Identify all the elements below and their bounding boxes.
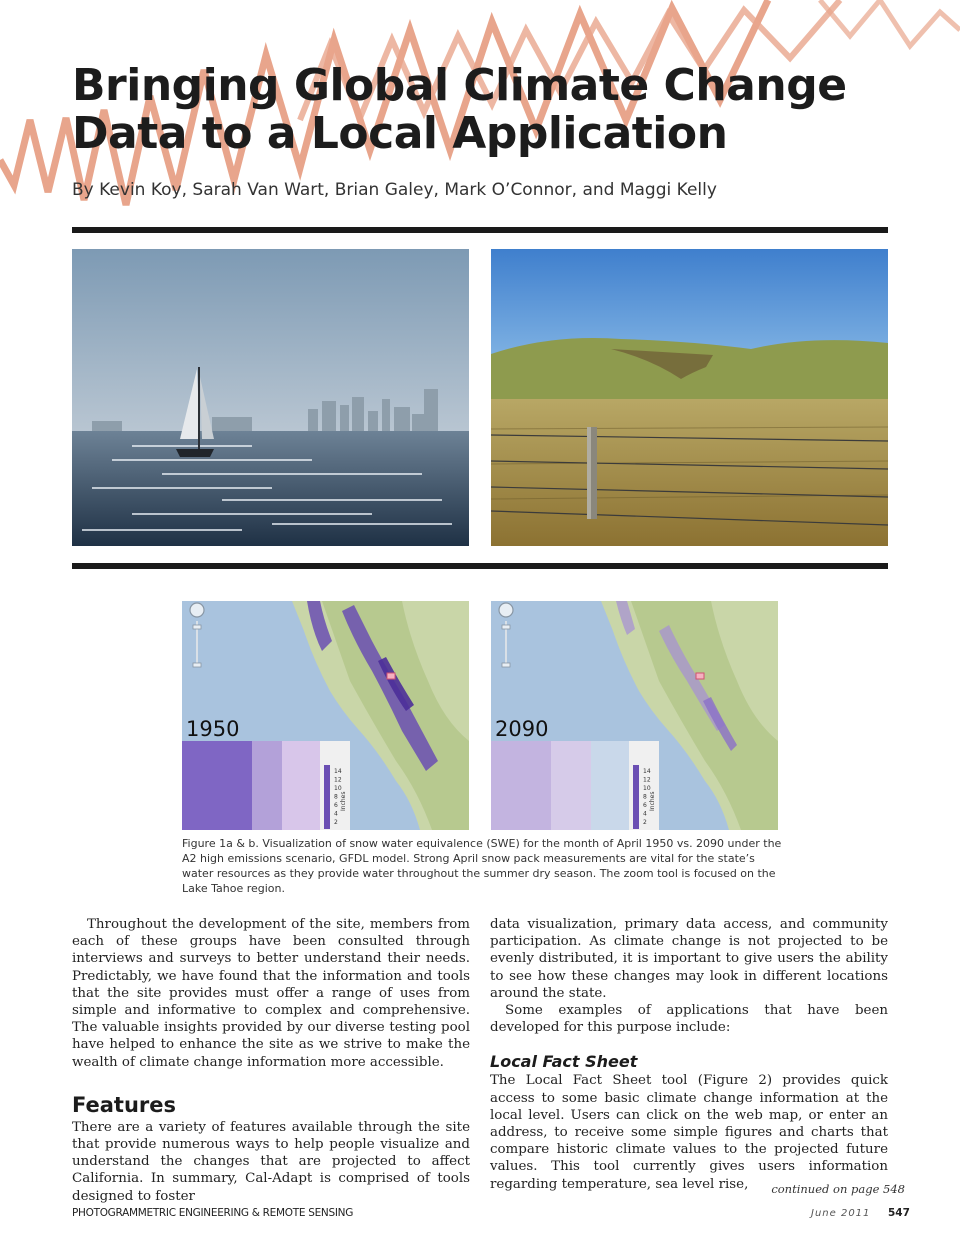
legend-tick-label: 8: [334, 793, 338, 801]
legend-tick-label: 14: [643, 768, 651, 775]
body-paragraph: There are a variety of features available through the site that provide numerous ways to help people visualize and understand the changes that are projected to affect California. In summary, Cal-Adapt is comprised of tools designed to foster: [72, 1119, 470, 1204]
swe-map-1950: [182, 601, 469, 830]
continued-note: continued on page 548: [771, 1182, 905, 1196]
body-paragraph: The Local Fact Sheet tool (Figure 2) provides quick access to some basic climate change information at the local level. Users can click on the web map, or enter an address, to receive some simple figures and charts that compare historic climate values to the projected future values. This tool currently gives users information regarding temperature, sea level rise,: [490, 1073, 888, 1192]
legend-title: Inches: [649, 791, 656, 811]
body-paragraph: Throughout the development of the site, members from each of these groups have been consulted through interviews and surveys to better understand their needs. Predictably, we have found that the information and tools that the site provides must offer a range of uses from simple and informative to complex and comprehensive. The valuable insights provided by our diverse testing pool have helped to enhance the site as we strive to make the wealth of climate change information more accessible.: [72, 917, 470, 1070]
right-column: [490, 916, 888, 1193]
local-fact-sheet-heading: Local Fact Sheet: [490, 1052, 638, 1072]
journal-name: PHOTOGRAMMETRIC ENGINEERING & REMOTE SENSING: [72, 1207, 354, 1219]
sailboat-bay-photo: [72, 249, 469, 546]
features-heading: Features: [72, 1092, 176, 1117]
legend-tick-label: 10: [334, 785, 342, 792]
legend-tick-label: 6: [643, 802, 647, 809]
grassland-fence-photo: [491, 249, 888, 546]
middle-rule: [72, 563, 888, 569]
body-paragraph: data visualization, primary data access, and community participation. As climate change is not projected to be evenly distributed, it is important to give users the ability to see how these changes may look in different locations around the state.: [490, 917, 888, 1001]
map-year-label: 1950: [186, 717, 240, 741]
top-rule: [72, 227, 888, 233]
legend-tick-label: 2: [334, 819, 338, 826]
figure-caption: Figure 1a & b. Visualization of snow water equivalence (SWE) for the month of April 1950 vs. 2090 under the A2 high emissions scenario, GFDL model. Strong April snow pack measurements are vital for the state’s water resources as they provide water throughout the summer dry season. The zoom tool is focused on the Lake Tahoe region.: [182, 837, 782, 895]
map-year-label: 2090: [495, 717, 549, 741]
body-paragraph: Some examples of applications that have been developed for this purpose include:: [490, 1003, 888, 1036]
legend-tick-label: 6: [334, 802, 338, 809]
legend-tick-label: 12: [643, 776, 651, 784]
legend-tick-label: 12: [334, 776, 342, 784]
legend-tick-label: 14: [334, 768, 342, 775]
legend-tick-label: 8: [643, 793, 647, 801]
legend-tick-label: 2: [643, 819, 647, 826]
legend-tick-label: 4: [334, 810, 338, 818]
legend-tick-label: 4: [643, 810, 647, 818]
article-title: Bringing Global Climate Change Data to a Local Application: [72, 60, 847, 159]
author-byline: By Kevin Koy, Sarah Van Wart, Brian Galey, Mark O’Connor, and Maggi Kelly: [72, 180, 717, 200]
legend-title: Inches: [340, 791, 347, 811]
left-column: [72, 916, 470, 1205]
issue-date: June 2011: [811, 1208, 871, 1219]
legend-tick-label: 10: [643, 785, 651, 792]
page-number: 547: [888, 1207, 910, 1219]
swe-map-2090: [491, 601, 778, 830]
